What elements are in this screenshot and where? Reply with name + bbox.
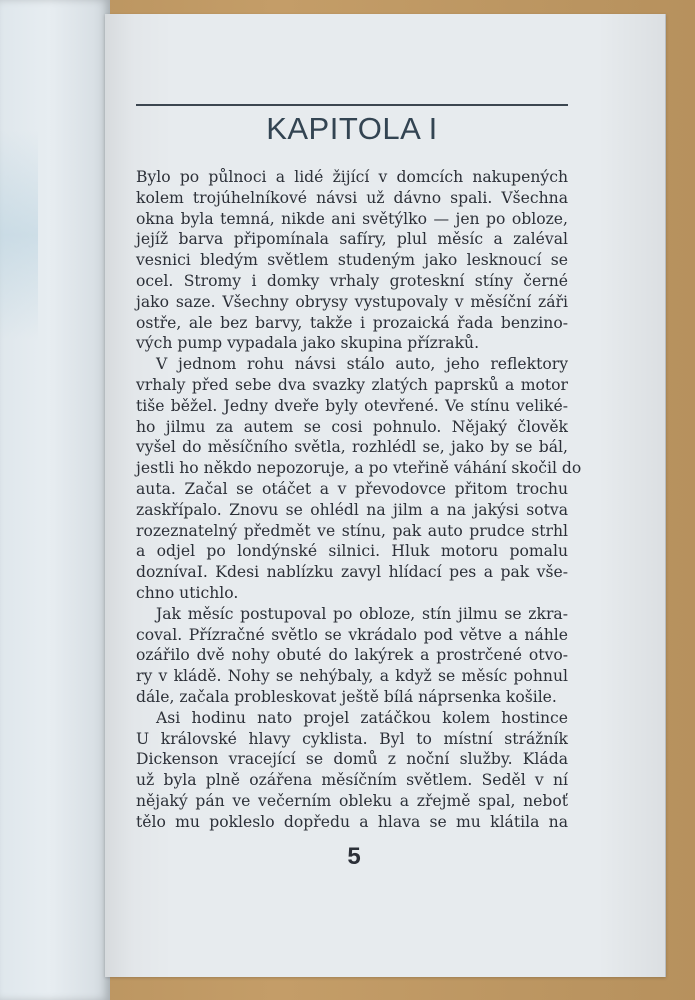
page-number: 5 bbox=[347, 843, 361, 870]
text-line: vrhaly před sebe dva svazky zlatých paprsků a motor bbox=[136, 375, 568, 394]
text-line: a odjel po londýnské silnici. Hluk motoru pomalu bbox=[136, 542, 568, 561]
text-line: ry v kládě. Nohy se nehýbaly, a když se měsíc pohnul bbox=[136, 667, 568, 686]
text-line: jestli ho někdo nepozoruje, a po vteřině váhání skočil do bbox=[136, 459, 582, 478]
text-line: ostře, ale bez barvy, takže i prozaická řada benzino- bbox=[136, 313, 568, 332]
text-line: tělo mu pokleslo dopředu a hlava se mu klátila na bbox=[136, 812, 568, 831]
chapter-title: KAPITOLA I bbox=[266, 111, 438, 146]
text-line: vesnici bledým světlem studeným jako lesknoucí se bbox=[136, 251, 568, 270]
text-line: auta. Začal se otáčet a v převodovce přitom trochu bbox=[136, 479, 568, 498]
text-line: Dickenson vracející se domů z noční služby. Kláda bbox=[136, 750, 568, 769]
text-line: chno utichlo. bbox=[136, 583, 239, 602]
text-line: zaskřípalo. Znovu se ohlédl na jilm a na jakýsi sotva bbox=[136, 500, 568, 519]
text-line: ho jilmu za autem se cosi pohnulo. Nějaký člověk bbox=[136, 417, 568, 436]
text-line: jako saze. Všechny obrysy vystupovaly v měsíční záři bbox=[136, 292, 568, 311]
text-line: nějaký pán ve večerním obleku a zřejmě spal, neboť bbox=[136, 791, 568, 810]
chapter-header-rule bbox=[136, 104, 568, 106]
text-line: V jednom rohu návsi stálo auto, jeho reflektory bbox=[156, 355, 568, 374]
text-line: doznívaI. Kdesi nablízku zavyl hlídací pes a pak vše- bbox=[136, 563, 568, 582]
text-line: tiše běžel. Jedny dveře byly otevřené. Ve stínu veliké- bbox=[136, 396, 568, 415]
left-page-edge bbox=[0, 0, 110, 1000]
text-line: rozeznatelný předmět ve stínu, pak auto prudce strhl bbox=[136, 521, 568, 540]
text-line: už byla plně ozářena měsíčním světlem. Seděl v ní bbox=[136, 771, 568, 790]
text-line: vyšel do měsíčního světla, rozhlédl se, jako by se bál, bbox=[136, 438, 568, 457]
text-line: coval. Přízračné světlo se vkrádalo pod větve a náhle bbox=[136, 625, 568, 644]
text-line: U královské hlavy cyklista. Byl to místní strážník bbox=[136, 729, 568, 748]
text-line: jejíž barva připomínala safíry, plul měsíc a zaléval bbox=[136, 230, 568, 249]
text-line: Jak měsíc postupoval po obloze, stín jilmu se zkra- bbox=[156, 604, 568, 623]
text-line: ocel. Stromy i domky vrhaly groteskní stíny černé bbox=[136, 271, 568, 290]
text-line: kolem trojúhelníkové návsi už dávno spali. Všechna bbox=[136, 188, 568, 207]
text-line: dále, začala probleskovat ještě bílá náprsenka košile. bbox=[136, 687, 557, 706]
text-line: ozářilo dvě nohy obuté do lakýrek a prostrčené otvo- bbox=[136, 646, 568, 665]
text-line: okna byla temná, nikde ani světýlko — jen po obloze, bbox=[136, 209, 568, 228]
text-line: vých pump vypadala jako skupina přízraků. bbox=[136, 334, 480, 353]
chapter-text bbox=[136, 167, 582, 833]
text-line: Asi hodinu nato projel zatáčkou kolem hostince bbox=[156, 708, 568, 727]
text-line: Bylo po půlnoci a lidé žijící v domcích nakupených bbox=[136, 168, 568, 186]
